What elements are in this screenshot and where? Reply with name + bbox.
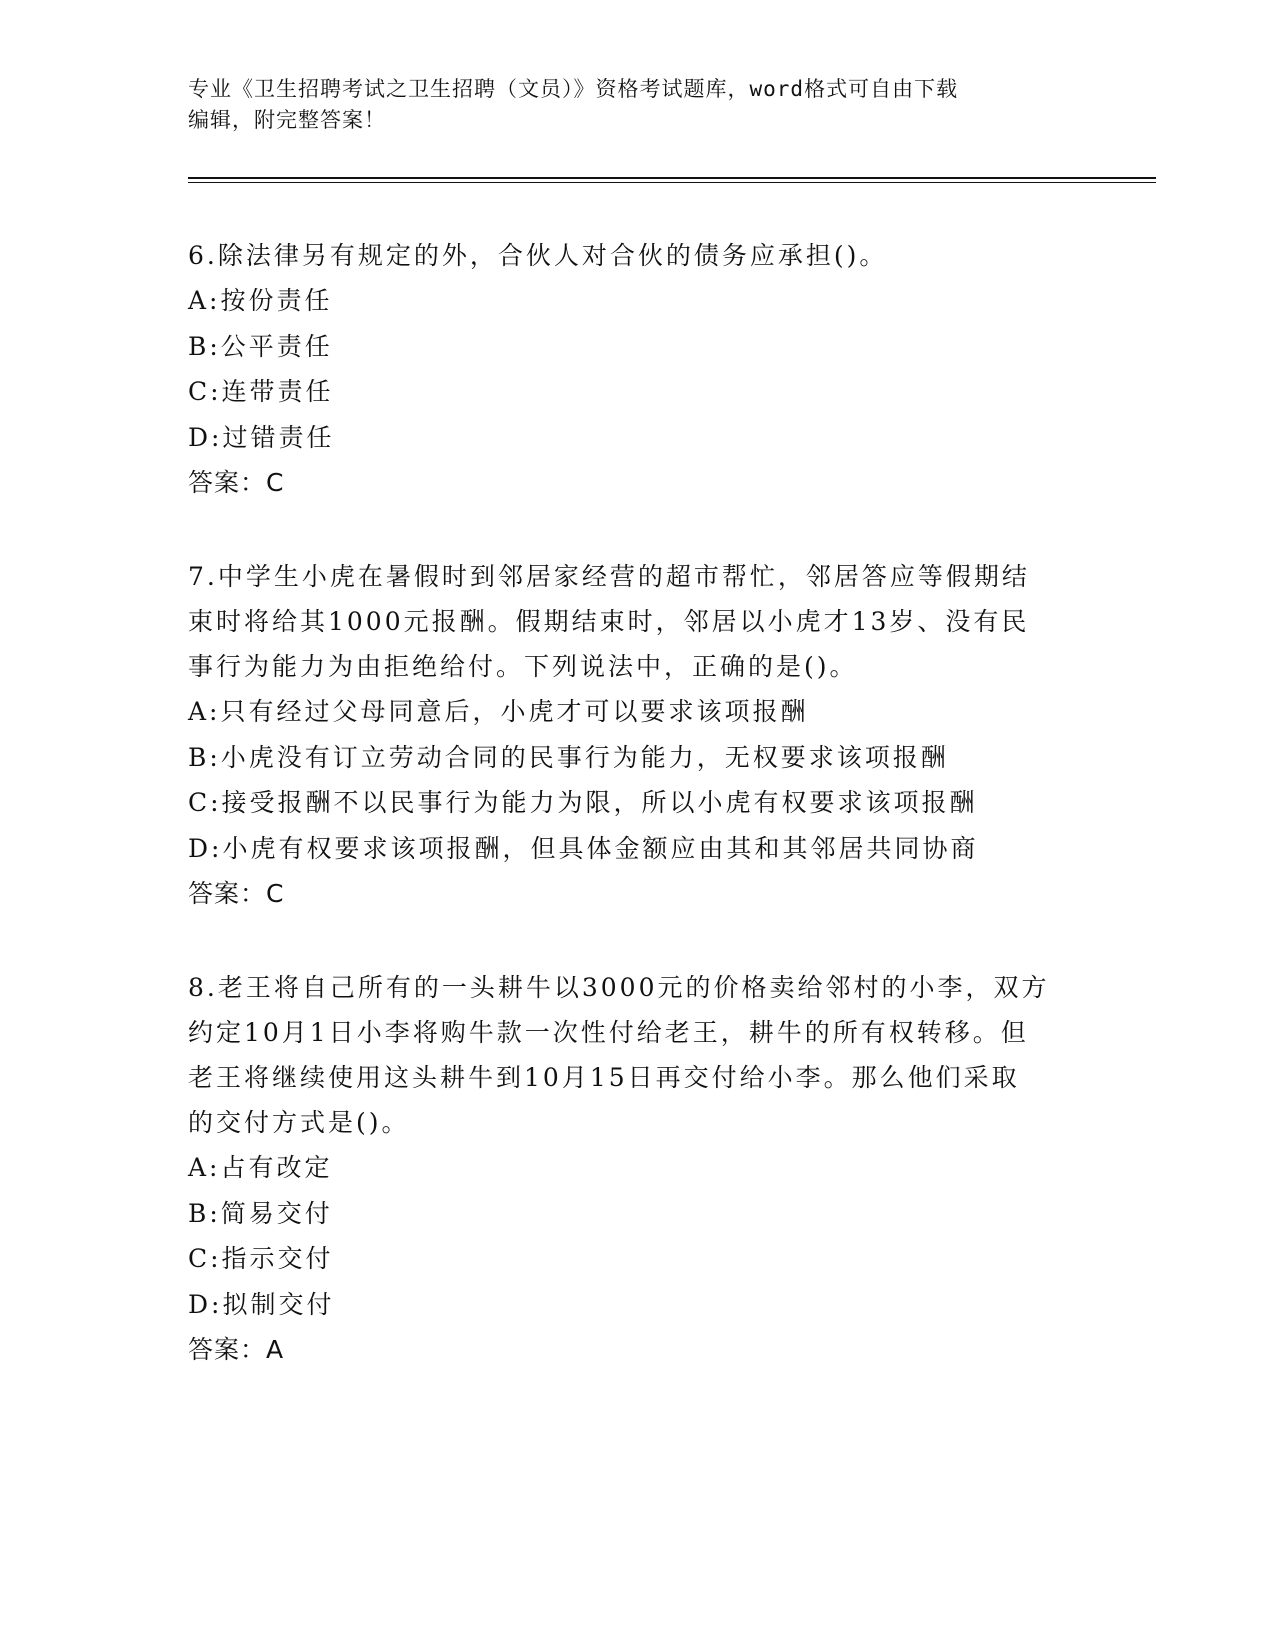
option-a: A:按份责任 — [188, 286, 333, 315]
option-a: A:占有改定 — [188, 1153, 333, 1182]
question-stem-line: 老王将继续使用这头耕牛到10月15日再交付给小李。那么他们采取 — [188, 1063, 1020, 1092]
question-stem-line: 束时将给其1000元报酬。假期结束时，邻居以小虎才13岁、没有民 — [188, 607, 1030, 636]
option-d: D:拟制交付 — [188, 1289, 335, 1319]
header-line-1: 专业《卫生招聘考试之卫生招聘（文员）》资格考试题库，word格式可自由下载 — [188, 77, 959, 101]
option-b: B:小虎没有订立劳动合同的民事行为能力，无权要求该项报酬 — [188, 742, 949, 772]
option-c: C:接受报酬不以民事行为能力为限，所以小虎有权要求该项报酬 — [188, 788, 978, 817]
option-b: B:公平责任 — [188, 331, 333, 361]
option-d: D:小虎有权要求该项报酬，但具体金额应由其和其邻居共同协商 — [188, 833, 979, 863]
option-c: C:指示交付 — [188, 1244, 334, 1273]
header-divider — [188, 177, 1156, 179]
question-stem-line: 的交付方式是()。 — [188, 1108, 410, 1137]
question-stem-line: 事行为能力为由拒绝给付。下列说法中，正确的是()。 — [188, 652, 858, 681]
option-a: A:只有经过父母同意后，小虎才可以要求该项报酬 — [188, 697, 809, 726]
answer: 答案：C — [188, 468, 285, 497]
question-6 — [188, 233, 1088, 505]
question-stem-line: 7.中学生小虎在暑假时到邻居家经营的超市帮忙，邻居答应等假期结 — [188, 562, 1030, 591]
question-stem-line: 8.老王将自己所有的一头耕牛以3000元的价格卖给邻村的小李，双方 — [188, 973, 1050, 1002]
option-d: D:过错责任 — [188, 422, 335, 452]
header-divider-thin — [188, 182, 1156, 183]
question-7 — [188, 554, 1088, 916]
answer: 答案：C — [188, 879, 285, 908]
question-8 — [188, 965, 1088, 1372]
option-b: B:简易交付 — [188, 1198, 333, 1228]
option-c: C:连带责任 — [188, 377, 334, 406]
document-header — [188, 74, 1068, 136]
header-line-2: 编辑，附完整答案！ — [188, 108, 386, 132]
question-stem-line: 约定10月1日小李将购牛款一次性付给老王，耕牛的所有权转移。但 — [188, 1018, 1029, 1047]
answer: 答案：A — [188, 1335, 285, 1364]
question-stem-line: 6.除法律另有规定的外，合伙人对合伙的债务应承担()。 — [188, 241, 888, 270]
